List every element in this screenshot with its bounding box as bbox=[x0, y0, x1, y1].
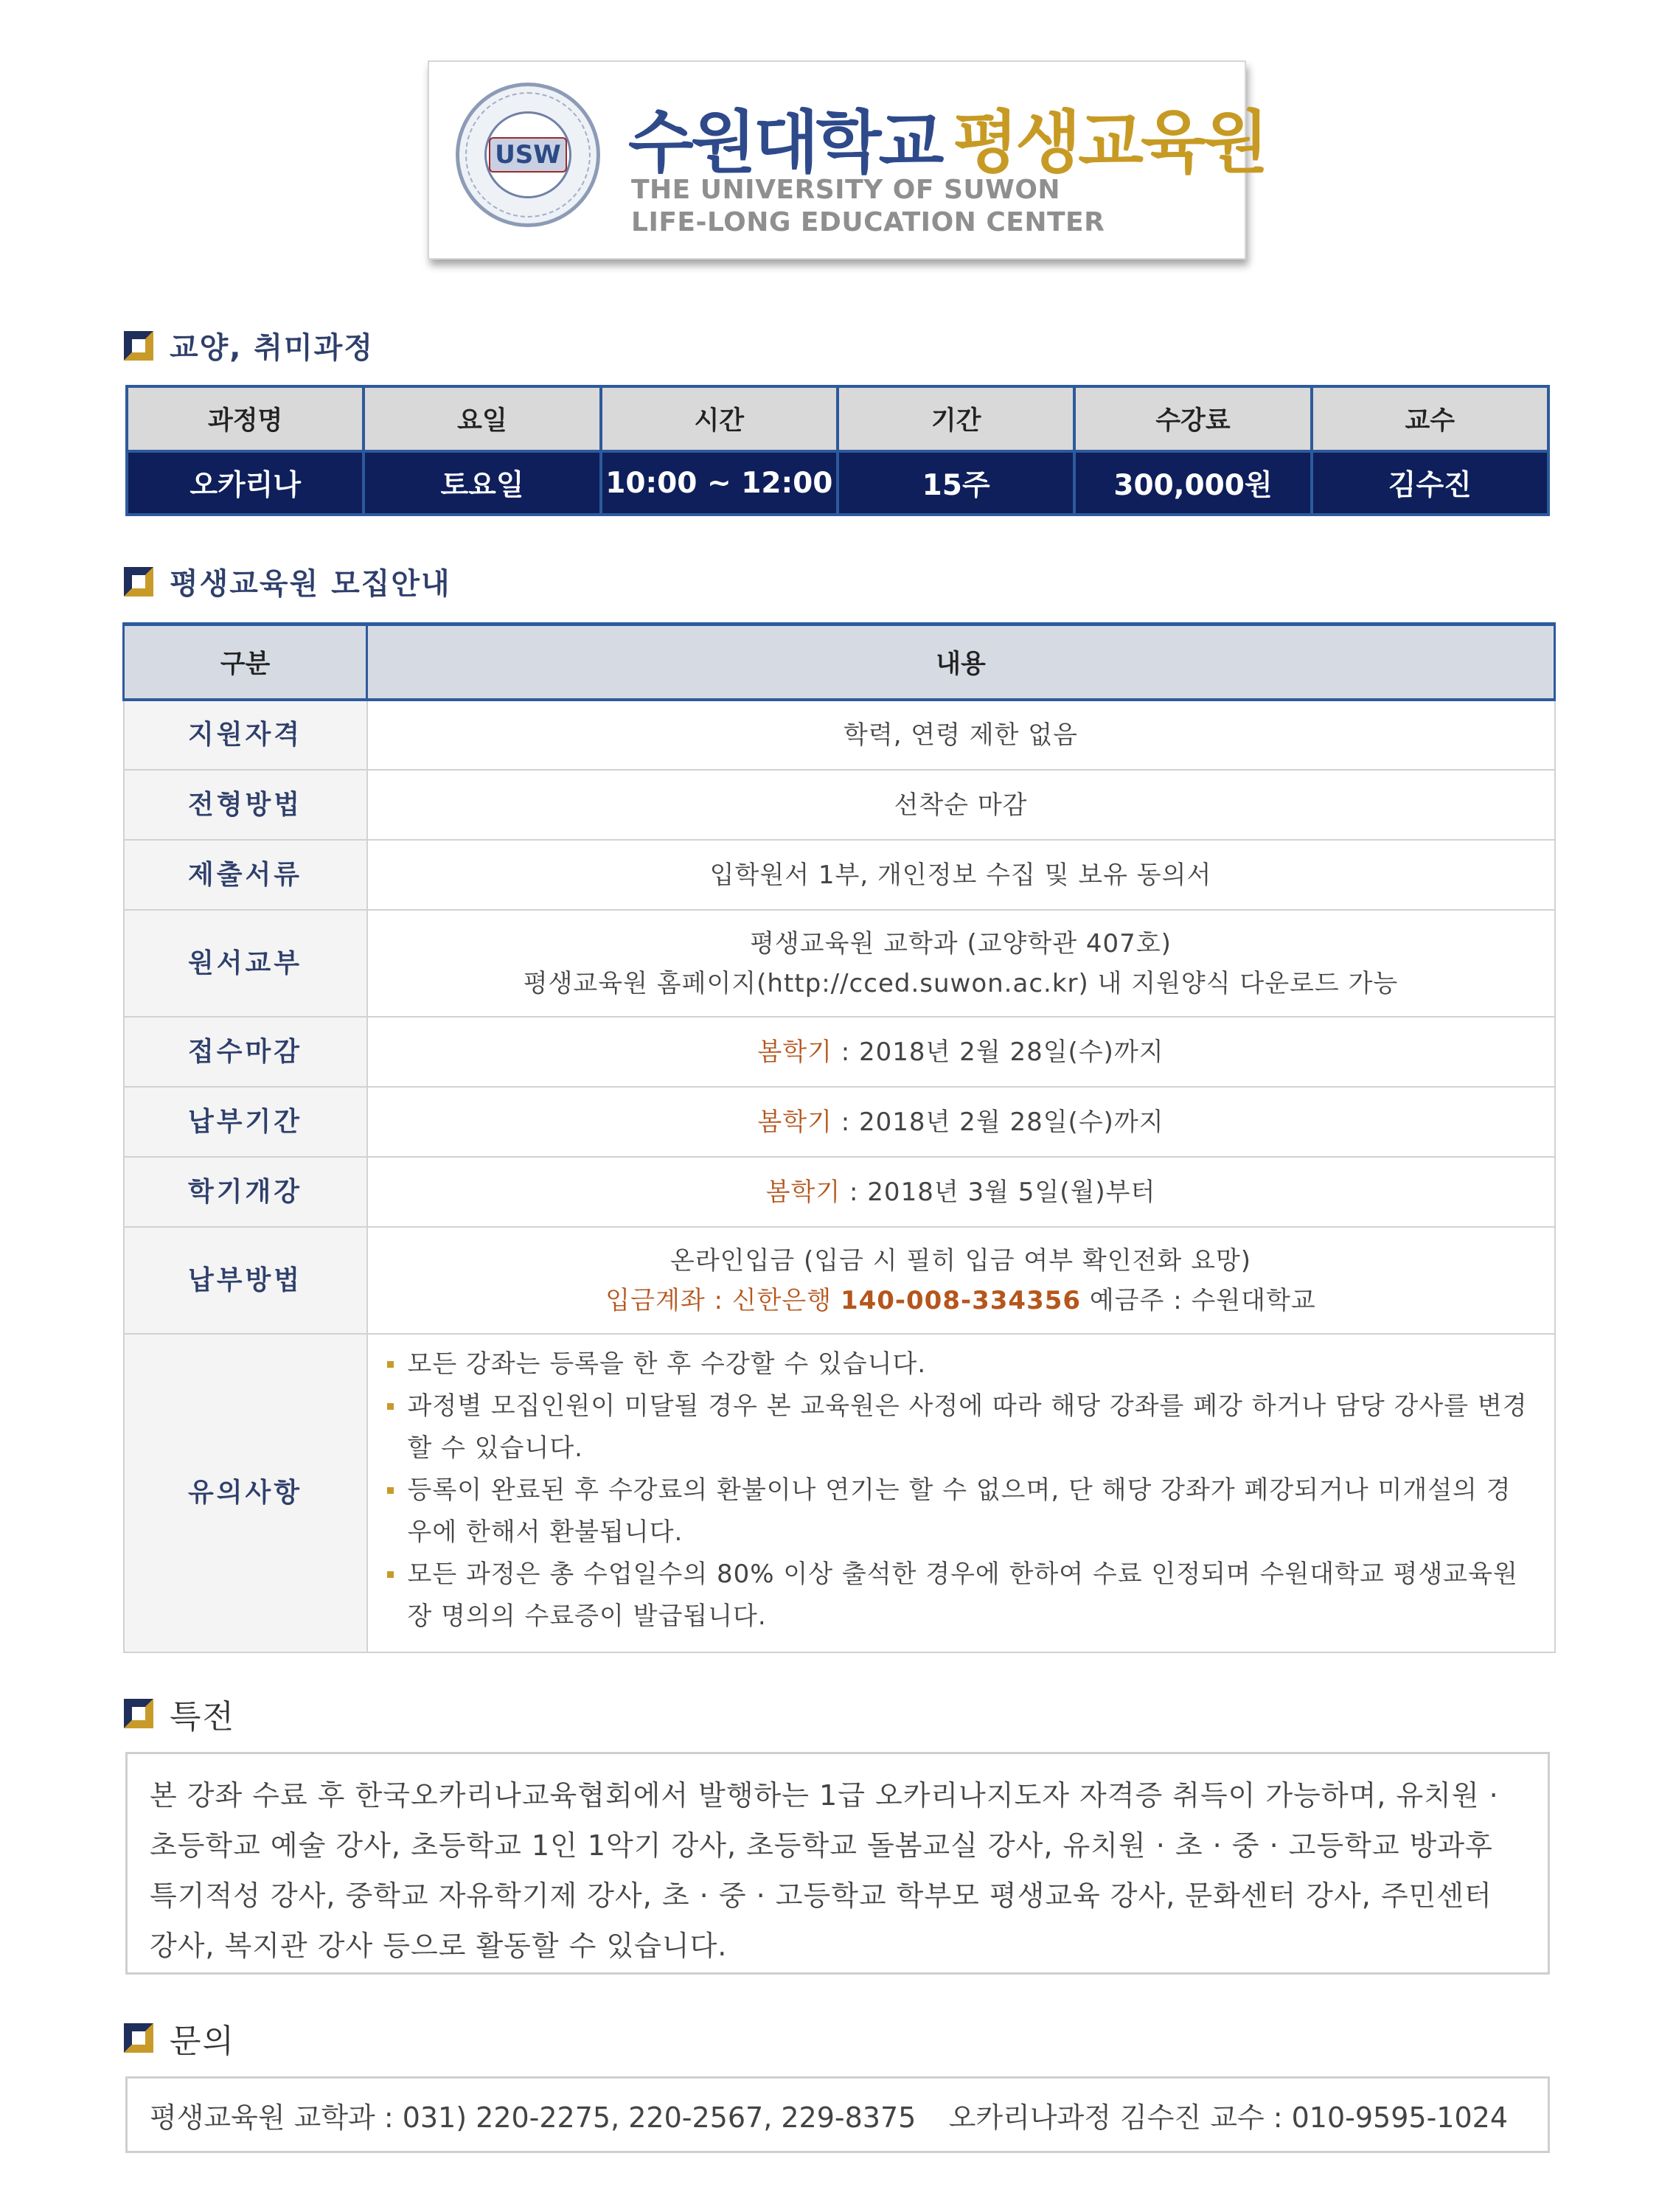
square-bullet-icon bbox=[124, 567, 153, 597]
square-bullet-icon bbox=[124, 331, 153, 361]
row-label: 원서교부 bbox=[124, 910, 367, 1017]
header-cell: 수강료 bbox=[1074, 386, 1311, 451]
row-label: 납부방법 bbox=[124, 1227, 367, 1334]
row-value: 학력, 연령 제한 없음 bbox=[367, 700, 1555, 770]
list-item: 모든 강좌는 등록을 한 후 수강할 수 있습니다. bbox=[386, 1343, 1532, 1385]
course-instructor: 김수진 bbox=[1312, 451, 1548, 515]
row-value: 온라인입금 (입금 시 필히 입금 여부 확인전화 요망) 입금계좌 : 신한은행 140-008-334356 예금주 : 수원대학교 bbox=[367, 1227, 1555, 1334]
header-cell: 교수 bbox=[1312, 386, 1548, 451]
table-row bbox=[124, 1227, 1555, 1334]
section-title-benefit: 특전 bbox=[124, 1690, 235, 1737]
table-row bbox=[124, 700, 1555, 770]
contact-box bbox=[125, 2076, 1550, 2153]
header-cell: 내용 bbox=[367, 625, 1555, 700]
row-label: 학기개강 bbox=[124, 1157, 367, 1227]
row-label: 납부기간 bbox=[124, 1087, 367, 1157]
row-value: 입학원서 1부, 개인정보 수집 및 보유 동의서 bbox=[367, 840, 1555, 910]
table-row bbox=[124, 1157, 1555, 1227]
logo bbox=[428, 60, 1266, 260]
row-label: 유의사항 bbox=[124, 1334, 367, 1652]
table-row bbox=[124, 910, 1555, 1017]
course-day: 토요일 bbox=[364, 451, 600, 515]
section-title-course: 교양, 취미과정 bbox=[124, 324, 374, 366]
row-label: 접수마감 bbox=[124, 1017, 367, 1087]
table-row bbox=[124, 1087, 1555, 1157]
course-time: 10:00 ~ 12:00 bbox=[601, 451, 838, 515]
row-value: 평생교육원 교학과 (교양학관 407호) 평생교육원 홈페이지(http://cced.suwon.ac.kr) 내 지원양식 다운로드 가능 bbox=[367, 910, 1555, 1017]
logo-english-title: THE UNIVERSITY OF SUWON LIFE-LONG EDUCATION CENTER bbox=[631, 175, 1105, 237]
header-cell: 기간 bbox=[838, 386, 1074, 451]
header-cell: 시간 bbox=[601, 386, 838, 451]
table-row bbox=[124, 840, 1555, 910]
list-item: 모든 과정은 총 수업일수의 80% 이상 출석한 경우에 한하여 수료 인정되며 수원대학교 평생교육원장 명의의 수료증이 발급됩니다. bbox=[386, 1554, 1532, 1638]
table-row bbox=[124, 1334, 1555, 1652]
course-name: 오카리나 bbox=[127, 451, 364, 515]
list-item: 과정별 모집인원이 미달될 경우 본 교육원은 사정에 따라 해당 강좌를 폐강 하거나 담당 강사를 변경할 수 있습니다. bbox=[386, 1385, 1532, 1470]
recruit-table bbox=[122, 622, 1556, 1653]
row-value: 선착순 마감 bbox=[367, 770, 1555, 840]
square-bullet-icon bbox=[124, 1699, 153, 1728]
table-row bbox=[124, 1017, 1555, 1087]
list-item: 등록이 완료된 후 수강료의 환불이나 연기는 할 수 없으며, 단 해당 강좌가 폐강되거나 미개설의 경우에 한해서 환불됩니다. bbox=[386, 1470, 1532, 1554]
course-fee: 300,000원 bbox=[1074, 451, 1311, 515]
table-header-row bbox=[124, 625, 1555, 700]
section-title-contact: 문의 bbox=[124, 2014, 235, 2062]
table-row bbox=[127, 451, 1548, 515]
row-value: 봄학기 : 2018년 3월 5일(월)부터 bbox=[367, 1157, 1555, 1227]
section-title-recruit: 평생교육원 모집안내 bbox=[124, 560, 451, 602]
course-table bbox=[125, 385, 1550, 516]
square-bullet-icon bbox=[124, 2023, 153, 2053]
header-cell: 과정명 bbox=[127, 386, 364, 451]
row-label: 지원자격 bbox=[124, 700, 367, 770]
contact-instructor: 오카리나과정 김수진 교수 : 010-9595-1024 bbox=[948, 2101, 1508, 2134]
university-seal bbox=[456, 83, 600, 227]
seal-text: USW bbox=[489, 137, 567, 173]
header-cell: 요일 bbox=[364, 386, 600, 451]
notes-list bbox=[367, 1334, 1555, 1652]
logo-korean-title: 수원대학교 평생교육원 bbox=[628, 103, 1266, 182]
table-header-row bbox=[127, 386, 1548, 451]
row-label: 제출서류 bbox=[124, 840, 367, 910]
benefit-text: 본 강좌 수료 후 한국오카리나교육협회에서 발행하는 1급 오카리나지도자 자격증 취득이 가능하며, 유치원 · 초등학교 예술 강사, 초등학교 1인 1악기 강사, 초등학교 돌봄교실 강사, 유치원 · 초 · 중 · 고등학교 방과후 특기적성 강사, 중학교 자유학기제 강사, 초 · 중 · 고등학교 학부모 평생교육 강사, 문화센터 강사, 주민센터 강사, 복지관 강사 등으로 활동할 수 있습니다. bbox=[125, 1752, 1550, 1975]
table-row bbox=[124, 770, 1555, 840]
row-label: 전형방법 bbox=[124, 770, 367, 840]
row-value: 봄학기 : 2018년 2월 28일(수)까지 bbox=[367, 1017, 1555, 1087]
header-cell: 구분 bbox=[124, 625, 367, 700]
course-duration: 15주 bbox=[838, 451, 1074, 515]
row-value: 봄학기 : 2018년 2월 28일(수)까지 bbox=[367, 1087, 1555, 1157]
contact-office: 평생교육원 교학과 : 031) 220-2275, 220-2567, 229-8375 bbox=[150, 2101, 917, 2134]
